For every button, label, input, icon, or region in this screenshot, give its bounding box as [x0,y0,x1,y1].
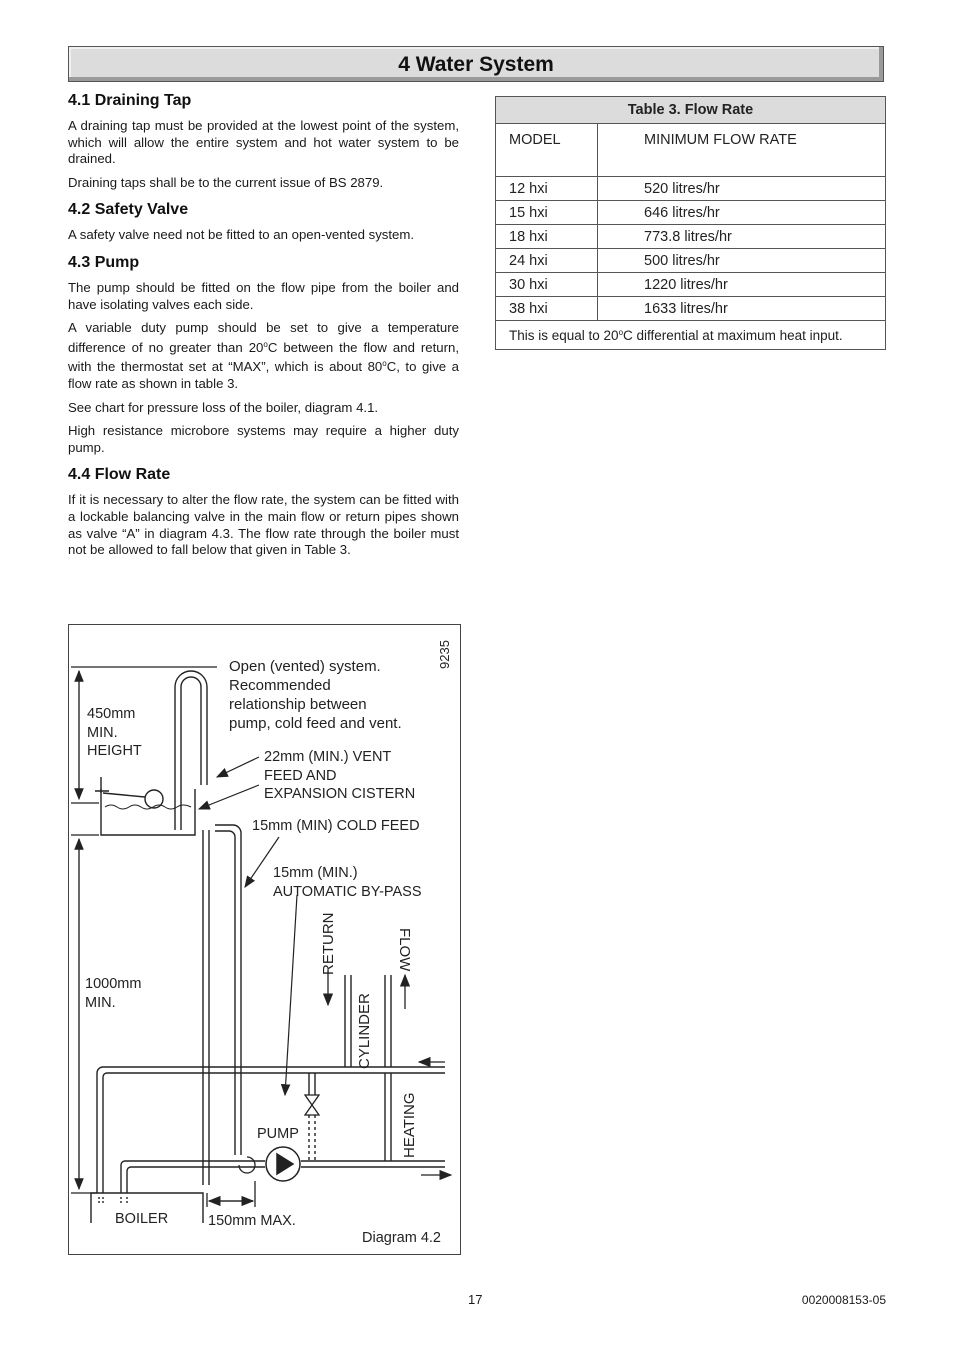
rate-cell: 500 litres/hr [598,249,886,273]
rate-cell: 646 litres/hr [598,201,886,225]
document-number: 0020008153-05 [801,1293,886,1307]
paragraph: High resistance microbore systems may require a higher duty pump. [68,423,459,455]
cylinder-label: CYLINDER [356,993,373,1069]
height-line: 450mm [87,706,136,722]
text-run: This is equal to 20 [509,327,619,343]
section-safety-valve [68,201,459,244]
paragraph: See chart for pressure loss of the boiler, diagram 4.1. [68,399,379,415]
text-column [68,92,459,569]
paragraph [68,320,459,392]
diagram-ref-number: 9235 [437,640,452,669]
paragraph: Draining taps shall be to the current issue of BS 2879. [68,174,384,190]
table-row [496,249,886,273]
paragraph: If it is necessary to alter the flow rate, the system can be fitted with a lockable balancing valve in the main flow or return pipes shown as valve “A” in diagram 4.3. The flow rate through the boiler must not be allowed to fall below that given in Table 3. [68,492,459,558]
max-150-label: 150mm MAX. [208,1213,296,1229]
table-caption: Table 3. Flow Rate [496,97,886,124]
section-title-bar [68,46,884,82]
pump-symbol [239,1147,300,1181]
model-cell: 15 hxi [496,201,598,225]
height-line: MIN. [87,724,118,741]
vent-label [264,748,415,804]
bypass-line: 15mm (MIN.) [273,865,358,881]
pump-label: PUMP [257,1126,299,1142]
paragraph: A draining tap must be provided at the lowest point of the system, which will allow the entire system and hot water system to be drained. [68,118,459,167]
diagram-caption: Diagram 4.2 [362,1230,441,1246]
text-run: C, to give a flow rate as shown in table 3. [68,359,459,391]
table-row [496,177,886,201]
section-flow-rate [68,466,459,558]
vent-pipe [175,671,207,830]
cold-feed-label: 15mm (MIN) COLD FEED [252,818,420,834]
intro-line: relationship between [229,696,367,713]
intro-line: Open (vented) system. [229,658,381,675]
rate-cell: 520 litres/hr [598,177,886,201]
table-row [496,297,886,321]
section-pump [68,254,459,456]
bypass-valve [305,1095,319,1115]
text-run: C differential at maximum heat input. [623,327,843,343]
column-header-rate: MINIMUM FLOW RATE [598,124,886,177]
degree-sup: o [618,327,624,337]
degree-sup: o [263,339,268,349]
page-number: 17 [468,1292,483,1307]
return-label: RETURN [320,912,337,975]
diagram-4-2 [68,624,461,1255]
min-1000-label [85,975,141,1012]
height-label [87,705,142,761]
page-title: 4 Water System [398,53,554,76]
table-row [496,273,886,297]
column-header-model: MODEL [496,124,598,177]
rate-cell: 1633 litres/hr [598,297,886,321]
table-note [496,321,886,350]
table-row [496,201,886,225]
rate-cell: 773.8 litres/hr [598,225,886,249]
intro-line: Recommended [229,677,331,694]
section-heading: 4.3 Pump [68,253,140,271]
section-heading: 4.4 Flow Rate [68,466,171,484]
flow-rate-table [495,96,886,350]
vent-line: 22mm (MIN.) VENT [264,749,392,765]
model-cell: 18 hxi [496,225,598,249]
vent-line: FEED AND [264,767,337,784]
dimension-1000 [71,835,99,1193]
model-cell: 12 hxi [496,177,598,201]
text-run: A variable duty pump should be set to give a temperature difference of no greater than 20 [68,320,459,355]
boiler-label: BOILER [115,1211,169,1227]
min-1000-line: MIN. [85,994,116,1011]
degree-sup: o [382,359,387,369]
feed-pipes [203,825,241,1185]
model-cell: 24 hxi [496,249,598,273]
rate-cell: 1220 litres/hr [598,273,886,297]
intro-label [229,657,402,733]
section-heading: 4.1 Draining Tap [68,92,192,109]
text-run: C between the flow and return, with the thermostat set at “MAX”, which is about 80 [68,339,459,375]
model-cell: 38 hxi [496,297,598,321]
section-heading: 4.2 Safety Valve [68,201,189,219]
flow-arrows [207,970,451,1207]
model-cell: 30 hxi [496,273,598,297]
section-draining-tap [68,92,459,191]
bypass-line: AUTOMATIC BY-PASS [273,883,422,900]
min-1000-line: 1000mm [85,976,142,992]
paragraph: The pump should be fitted on the flow pipe from the boiler and have isolating valves each side. [68,279,459,312]
height-line: HEIGHT [87,743,142,759]
intro-line: pump, cold feed and vent. [229,715,402,732]
vent-line: EXPANSION CISTERN [264,786,416,802]
paragraph: A safety valve need not be fitted to an open-vented system. [68,227,415,243]
heating-label: HEATING [401,1092,418,1158]
bypass-label [273,864,422,901]
flow-label: FLOW [396,928,413,972]
cistern [95,777,195,835]
pointer-lines [199,757,297,1095]
table-row [496,225,886,249]
